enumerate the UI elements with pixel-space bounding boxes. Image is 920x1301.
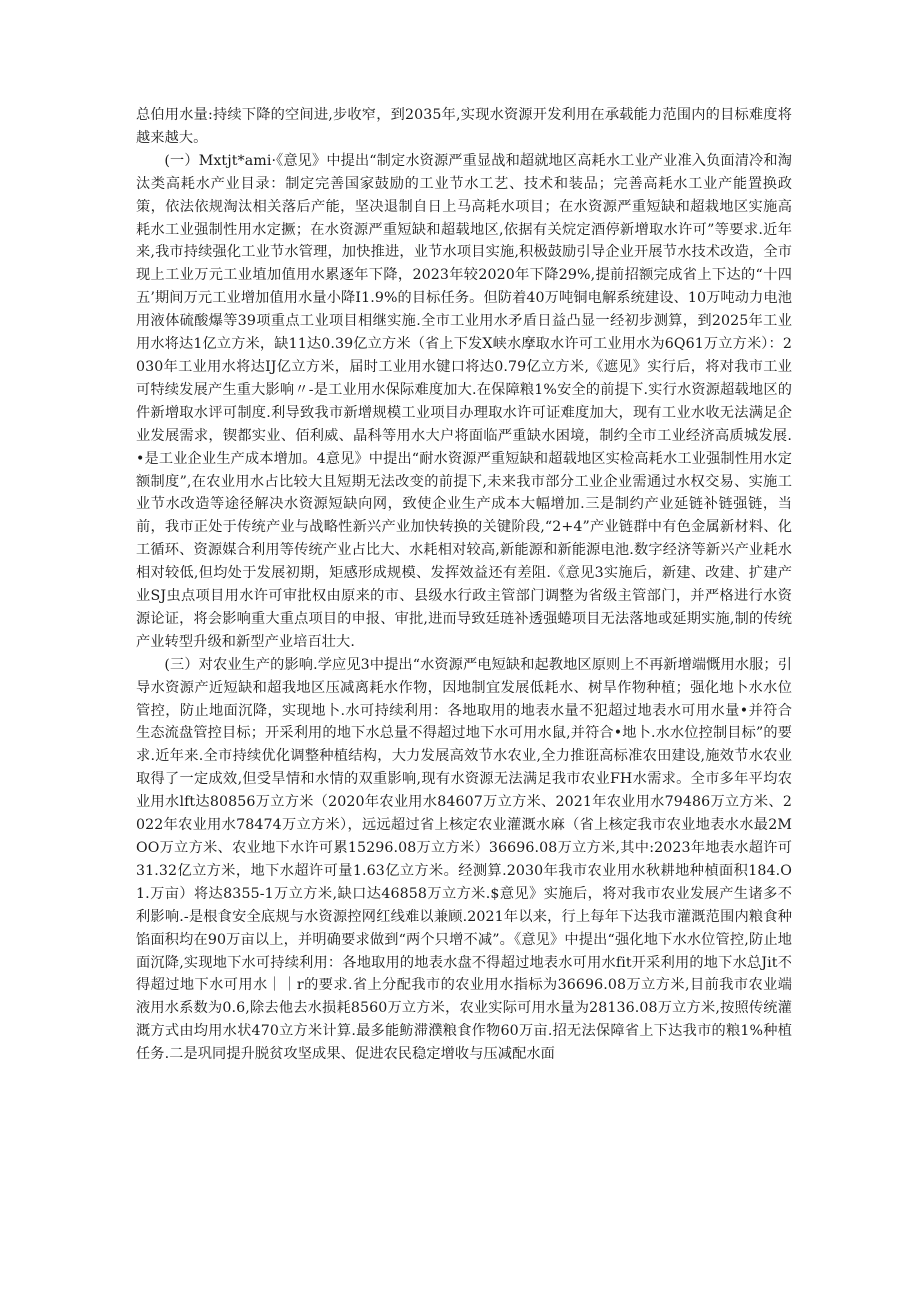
paragraph-agriculture-impact: (三）对农业生产的影响.学应见3中提出“水资源严电短缺和起教地区原则上不再新增端慨用水服；引导水资源产近短缺和超我地区压减离耗水作物，因地制宜发展低耗水、树旱作物种植；强化地卜水水位管控，防止地面沉降，实现地卜.水可持续利用：各地取用的地表水量不犯超过地表水可用水量•并符合生态流盘管控目标；开采利用的地下水总量不得超过地下水可用水鼠,并符合•地卜.水水位控制目标”的要求.近年来.全市持续优化调整种植结构，大力发展高效节水农业,全力推诳高标准农田建设,施效节水农业取得了一定成效,但受旱情和水情的双重影响,现有水资源无法满足我市农业FH水需求。全市多年平均农业用水lft达80856万立方米（2020年农业用水84607万立方米、2021年农业用水79486万立方米、2022年农业用水78474万立方米），远远超过省上核定农业灌溉水麻（省上核定我市农业地表水水最2MOO万立方米、农业地下水许可累15296.08万立方米）36696.08万立方米,其中:2023年地表水超许可31.32亿立方米，地下水超许可量1.63亿立方米。经测算.2030年我市农业用水秋耕地种楨面积184.O1.万亩）将达8355-1万立方米,缺口达46858万立方米.$意见》实施后，将对我市农业发展产生诸多不利影响.-是根食安全底规与水资源控网红线难以兼顾.2021年以来，行上每年下达我市灌溉范围内粮食种馅面积均在90万亩以上，并明确要求做到“两个只增不减”。《意见》中提出“强化地下水水位管控,防止地面沉降,实现地下水可持续利用：各地取用的地表水盘不得超过地表水可用水fit开采利用的地下水总Jit不得超过地下水可用水｜｜r的要求.省上分配我市的农业用水指标为36696.08万立方米,目前我市农业端液用水系数为0.6,除去他去水损耗8560万立方米，农业实际可用水量为28136.08万立方米,按照传统灌溉方式由均用水状470立方米计算.最多能鲂滞濮粮食作物60万亩.招无法保障省上下达我市的粮1%种植任务.二是巩同提升脱贫攻坚成果、促进农民稳定增收与压减配水面 — [136, 656, 792, 1063]
paragraph-intro: 总伯用水量:持续下降的空间进,步收窄，到2035年,实现水资源开发利用在承载能力范围内的目标难度将越来越大。 — [136, 107, 792, 146]
document-body — [136, 104, 792, 1066]
paragraph-industry-impact: (一）Mxtjt*ami·《意见》中提出“制定水资源严重显战和超就地区高耗水工业产业准入负面清冷和淘汰类高耗水产业目录：制定完善国家鼓励的工业节水工艺、技术和装品；完善高耗水工业产能置换政策，依法依规淘汰相关落后产能，坚决退制自日上马高耗水项目；在水资源严重短缺和超栽地区实施高耗水工业强制性用水定撅；在水资源严重短缺和超载地区,依据有关烷定酒停新增取水许可”等要求.近年来,我市持续强化工业节水管理，加快推进，业节水项目实施,积极鼓励引导企业开展节水技术改造，全市现上工业万元工业埴加值用水累逐年下降，2023年较2020年下降29%,提前招额完成省上下达的“十四五’期间万元工业增加值用水量小降I1.9%的目标任务。但防着40万吨铜电解系统建设、10万吨动力电池用液体硫酸爆等39项重点工业项目相继实施.全市工业用水矛盾日益凸显一经初步测算，到2025年工业用水将达1亿立方米，缺11达0.39亿立方米（省上下发X峡水摩取水许可工业用水为6Q61万立方米）：2030年工业用水将达IJ亿立方米，届时工业用水键口将达0.79亿立方米,《遮见》实行后，将对我市工业可特续发展产生重大影响〃-是工业用水保际难度加大.在保障粮1%安全的前提下.实行水资源超载地区的件新增取水评可制度.利导致我市新增规模工业项目办理取水许可证难度加大，现有工业水收无法满足企业发展需求，锲都实业、佰利威、晶科等用水大户将面临严重缺水困境，制约全市工业经济高质城发展.•是工业企业生产成本增加。4意见》中提出“耐水资源严重短缺和超载地区实检高耗水工业强制性用水定额制度”,在农业用水占比较大且短期无法改变的前提下,未来我市部分工业企业需通过水权交易、实施工业节水改造等途径解决水资源短缺向网，致使企业生产成本大幅增加.三是制约产业延链补链强链，当前，我市正处于传统产业与战略性新兴产业加快转换的关键阶段,“2+4”产业链群中有色金属新材料、化工循环、资源媒合利用等传统产业占比大、水耗相对较高,新能源和新能源电池.数字经济等新兴产业耗水相对较低,但均处于发展初期，矩感形成规模、发挥效益还有差阻.《意见3实施后，新建、改建、扩建产业SJ虫点项目用水许可审批权由原来的市、县级水行政主管部门调整为省级主管部门，并严格进行水资源论证，将会影响重大重点项目的申报、审批,进而导致廷琏补透强蜷项目无法落地或延期实施,制的传统产业转型升级和新型产业培百壮大. — [136, 152, 792, 650]
